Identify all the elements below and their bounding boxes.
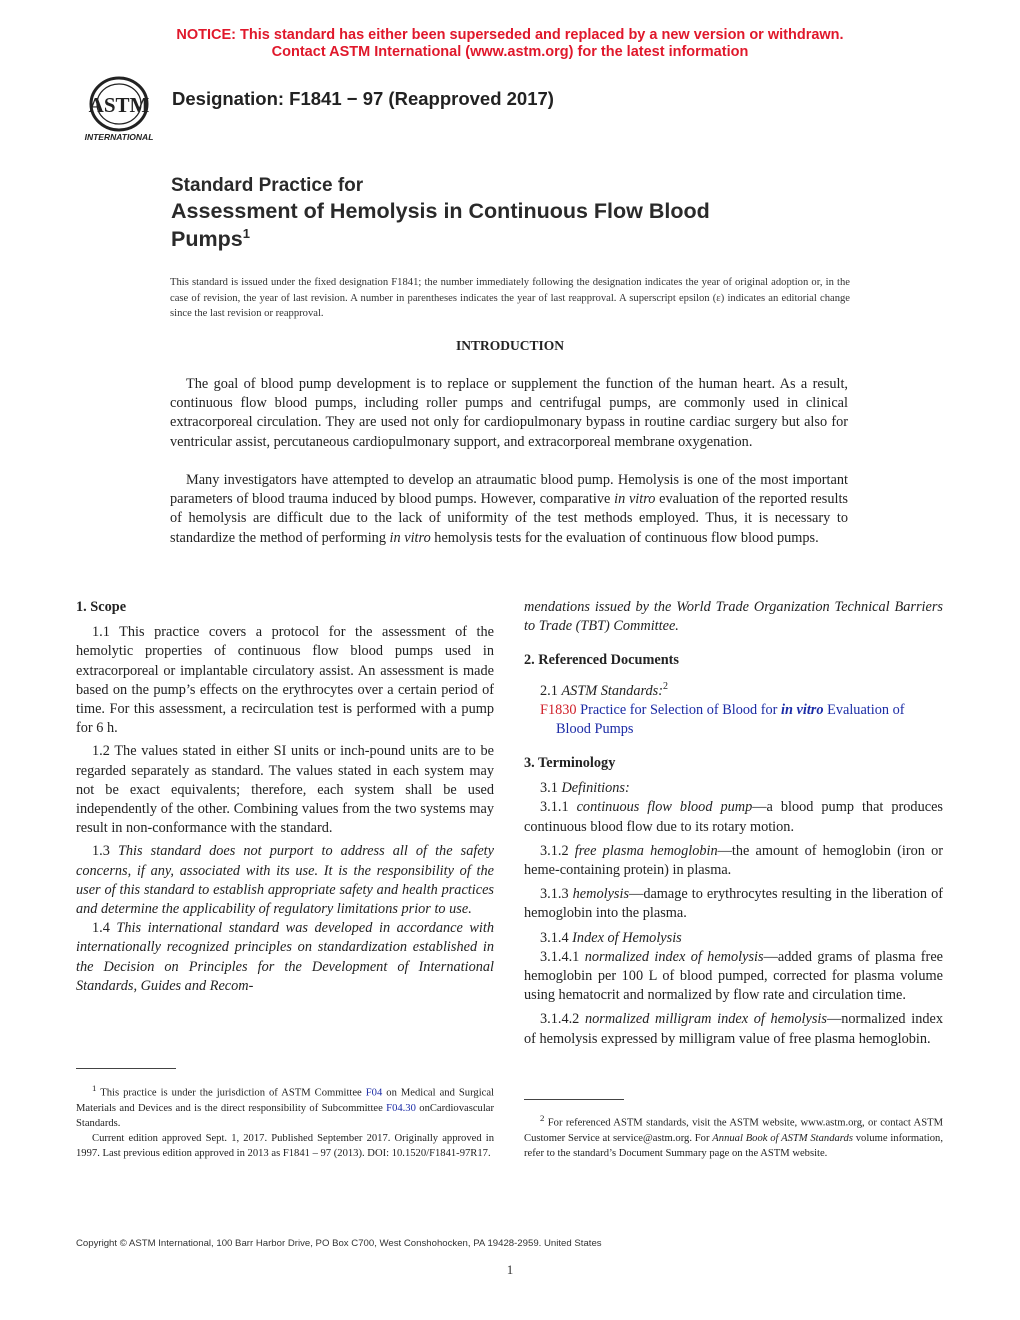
page-number: 1 — [506, 1262, 514, 1277]
para-3-1-4-1: 3.1.4.1 normalized index of hemolysis—added grams of plasma free hemoglobin per 100 L of blood pumped, corrected for plasma volume using hematocrit and normalized by flow rate and circulation time. — [524, 948, 944, 1004]
para-3-1-4: 3.1.4 Index of Hemolysis — [540, 929, 682, 946]
title-line-2: Assessment of Hemolysis in Continuous Flow Blood — [171, 199, 710, 223]
para-3-1-2: 3.1.2 free plasma hemoglobin—the amount of hemoglobin (iron or heme-containing protein) in plasma. — [524, 842, 943, 878]
title-line-3: Pumps$^1$ — [171, 226, 250, 252]
introduction-p2: Many investigators have attempted to develop an atraumatic blood pump. Hemolysis is one of the most important parameters of blood trauma induced by blood pumps. However, comparative in vitro evaluation of the reported results of hemolysis are difficult due to the lack of uniformity of the test methods employed. Thus, it is necessary to standardize the method of performing in vitro hemolysis tests for the evaluation of continuous flow blood pumps. — [170, 472, 848, 546]
footnote-rule-right — [524, 1099, 624, 1100]
standard-note: This standard is issued under the fixed designation F1841; the number immediately following the designation indicates the year of original adoption or, in the case of revision, the year of last revision. A number in parentheses indicates the year of last reapproval. A superscript epsilon (ε) indicates an editorial change since the last revision or reapproval. — [170, 277, 850, 319]
title-line-1: Standard Practice for — [171, 175, 364, 196]
para-2-1: 2.1 ASTM Standards:$^2$ — [540, 680, 668, 699]
terminology-heading: 3. Terminology — [524, 754, 616, 771]
referenced-heading: 2. Referenced Documents — [524, 652, 679, 669]
para-3-1: 3.1 Definitions: — [540, 780, 630, 797]
link-f04-30[interactable]: F04.30 — [386, 1102, 416, 1114]
footnote-1: $^1$ This practice is under the jurisdiction of ASTM Committee F04 on Medical and Surgical Materials and Devices and is the direct responsibility of Subcommittee F04.30 onCardiovascular Standards. Current edition approved Sept. 1, 2017. Published September 2017. Originally approved in 1997. Last previous edition approved in 2013 as F1841 – 97 (2013). DOI: 10.1520/F1841-97R17. — [76, 1081, 494, 1162]
link-f04[interactable]: F04 — [365, 1087, 383, 1099]
notice-line-1: NOTICE: This standard has either been superseded and replaced by a new version or withdrawn. — [176, 27, 844, 43]
para-1-3: 1.3 This standard does not purport to address all of the safety concerns, if any, associated with its use. It is the responsibility of the user of this standard to establish appropriate safety and health practices and determine the applicability of regulatory limitations prior to use. — [76, 843, 494, 918]
title-footnote-ref: 1 — [242, 226, 250, 241]
introduction-p1: The goal of blood pump development is to replace or supplement the function of the human heart. As a result, continuous flow blood pumps, including roller pumps and centrifugal pumps, are commonly used in clinical extracorporeal circulation. They are used not only for cardiopulmonary bypass in routine cardiac surgery but also for ventricular assist, percutaneous cardiopulmonary support, and extracorporeal membrane oxygenation. — [170, 376, 848, 450]
notice-line-2: Contact ASTM International (www.astm.org) for the latest information — [271, 44, 749, 60]
astm-logo — [78, 74, 160, 144]
para-1-4-cont: mendations issued by the World Trade Organization Technical Barriers to Trade (TBT) Committee. — [524, 599, 943, 635]
copyright: Copyright © ASTM International, 100 Barr Harbor Drive, PO Box C700, West Conshohocken, PA 19428-2959. United States — [76, 1238, 602, 1249]
footnote-2: $^2$ For referenced ASTM standards, visit the ASTM website, www.astm.org, or contact ASTM Customer Service at service@astm.org. For Annual Book of ASTM Standards volume information, refer to the standard’s Document Summary page on the ASTM website. — [524, 1113, 943, 1159]
right-column — [524, 598, 943, 1049]
para-3-1-4-2: 3.1.4.2 normalized milligram index of hemolysis—normalized index of hemolysis expressed by milligram value of free plasma hemoglobin. — [524, 1011, 943, 1047]
para-1-4: 1.4 This international standard was developed in accordance with internationally recognized principles on standardization established in the Decision on Principles for the Development of International Standards, Guides and Recom- — [76, 920, 494, 994]
footnote-rule-left — [76, 1068, 176, 1069]
para-3-1-3: 3.1.3 hemolysis—damage to erythrocytes resulting in the liberation of hemoglobin into the plasma. — [524, 886, 943, 922]
left-column — [76, 598, 494, 996]
para-1-2: 1.2 The values stated in either SI units or inch-pound units are to be regarded separately as standard. The values stated in each system may not be exact equivalents; therefore, each system shall be used independently of the other. Combining values from the two systems may result in non-conformance with the standard. — [76, 743, 494, 837]
logo-subtext: INTERNATIONAL — [84, 132, 154, 142]
logo-text: ASTM — [88, 93, 150, 117]
footnote-1-edition: Current edition approved Sept. 1, 2017. Published September 2017. Originally approved in 1997. Last previous edition approved in 2013 as F1841 – 97 (2013). DOI: 10.1520/F1841-97R17. — [76, 1133, 494, 1160]
ref-f1830[interactable]: F1830 Practice for Selection of Blood for in vitro Evaluation of Blood Pumps — [540, 701, 905, 737]
scope-heading: 1. Scope — [76, 599, 127, 615]
designation: Designation: F1841 − 97 (Reapproved 2017) — [172, 88, 554, 109]
para-1-1: 1.1 This practice covers a protocol for the assessment of the hemolytic properties of continuous flow blood pumps used in extracorporeal or implantable circulatory assist. An assessment is made based on the pump’s effects on the erythrocytes over a certain period of time. For this assessment, a recirculation test is performed with a pump for 6 h. — [76, 624, 494, 737]
para-3-1-1: 3.1.1 continuous flow blood pump—a blood pump that produces continuous blood flow due to its rotary motion. — [524, 799, 943, 835]
introduction-heading: INTRODUCTION — [455, 338, 564, 353]
